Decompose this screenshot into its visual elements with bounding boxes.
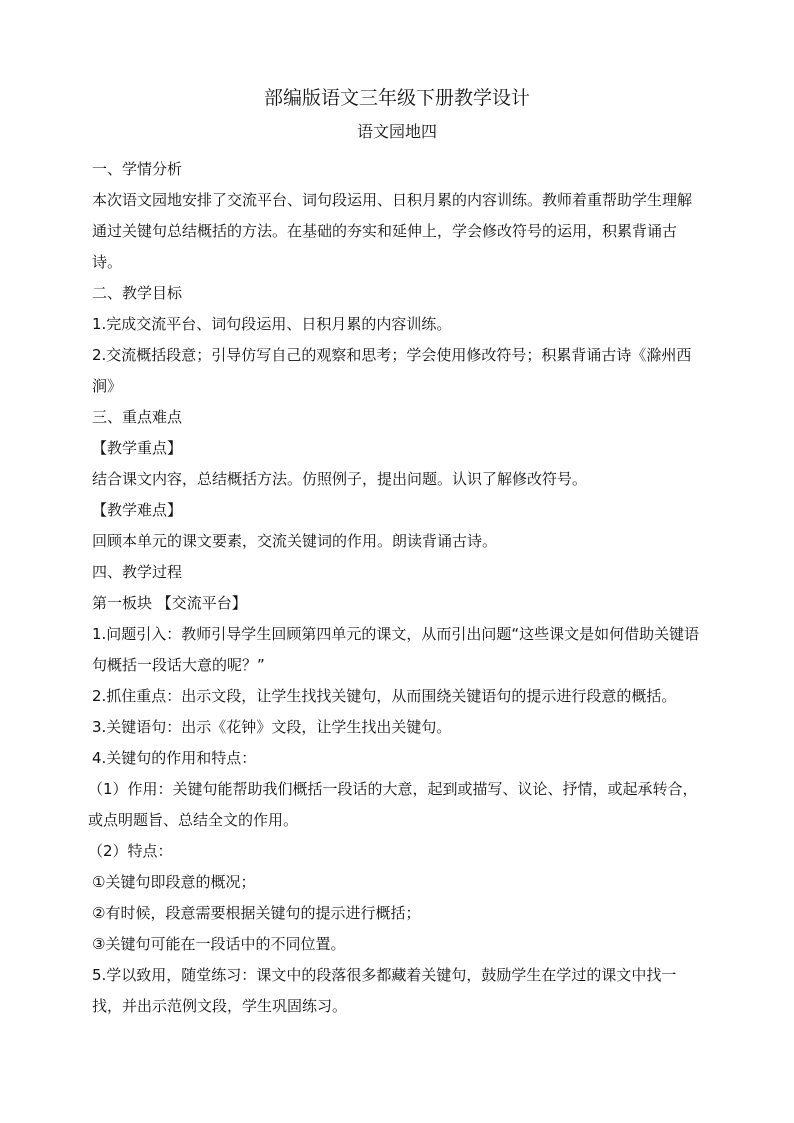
process-step-3: 3.关键语句：出示《花钟》文段，让学生找出关键句。 (92, 718, 452, 736)
function-description: （1）作用：关键句能帮助我们概括一段话的大意，起到或描写、议论、抒情，或起承转合，或点明题旨、总结全文的作用。 (88, 780, 698, 829)
goal-item-1: 1.完成交流平台、词句段运用、日积月累的内容训练。 (92, 315, 452, 333)
key-points-text: 结合课文内容，总结概括方法。仿照例子，提出问题。认识了解修改符号。 (92, 470, 588, 488)
document-subtitle: 语文园地四 (356, 122, 437, 141)
section-heading-key-points: 三、重点难点 (92, 408, 183, 426)
key-points-label: 【教学重点】 (92, 439, 183, 457)
process-step-5: 5.学以致用，随堂练习：课文中的段落很多都藏着关键句，鼓励学生在学过的课文中找一找，并出示范例文段，学生巩固练习。 (92, 966, 677, 1015)
process-step-1: 1.问题引入：教师引导学生回顾第四单元的课文，从而引出问题“这些课文是如何借助关键语句概括一段话大意的呢？” (92, 625, 700, 674)
goal-item-2: 2.交流概括段意；引导仿写自己的观察和思考；学会使用修改符号；积累背诵古诗《滁州西涧》 (92, 346, 692, 395)
section-heading-goals: 二、教学目标 (92, 284, 183, 302)
feature-item-2: ②有时候，段意需要根据关键句的提示进行概括； (92, 904, 421, 922)
process-step-4: 4.关键句的作用和特点： (92, 749, 257, 767)
paragraph-analysis: 本次语文园地安排了交流平台、词句段运用、日积月累的内容训练。教师着重帮助学生理解通过关键句总结概括的方法。在基础的夯实和延伸上，学会修改符号的运用，积累背诵古诗。 (92, 191, 693, 271)
document-title: 部编版语文三年级下册教学设计 (263, 87, 530, 109)
difficult-points-text: 回顾本单元的课文要素，交流关键词的作用。朗读背诵古诗。 (92, 532, 498, 550)
process-step-2: 2.抓住重点：出示文段，让学生找找关键句，从而围绕关键语句的提示进行段意的概括。 (92, 687, 677, 705)
feature-item-3: ③关键句可能在一段话中的不同位置。 (92, 935, 346, 953)
difficult-points-label: 【教学难点】 (92, 501, 183, 519)
block-heading: 第一板块 【交流平台】 (92, 594, 247, 612)
features-label: （2）特点： (88, 842, 173, 860)
section-heading-process: 四、教学过程 (92, 563, 183, 581)
section-heading-analysis: 一、学情分析 (92, 160, 183, 178)
feature-item-1: ①关键句即段意的概况； (92, 873, 256, 891)
